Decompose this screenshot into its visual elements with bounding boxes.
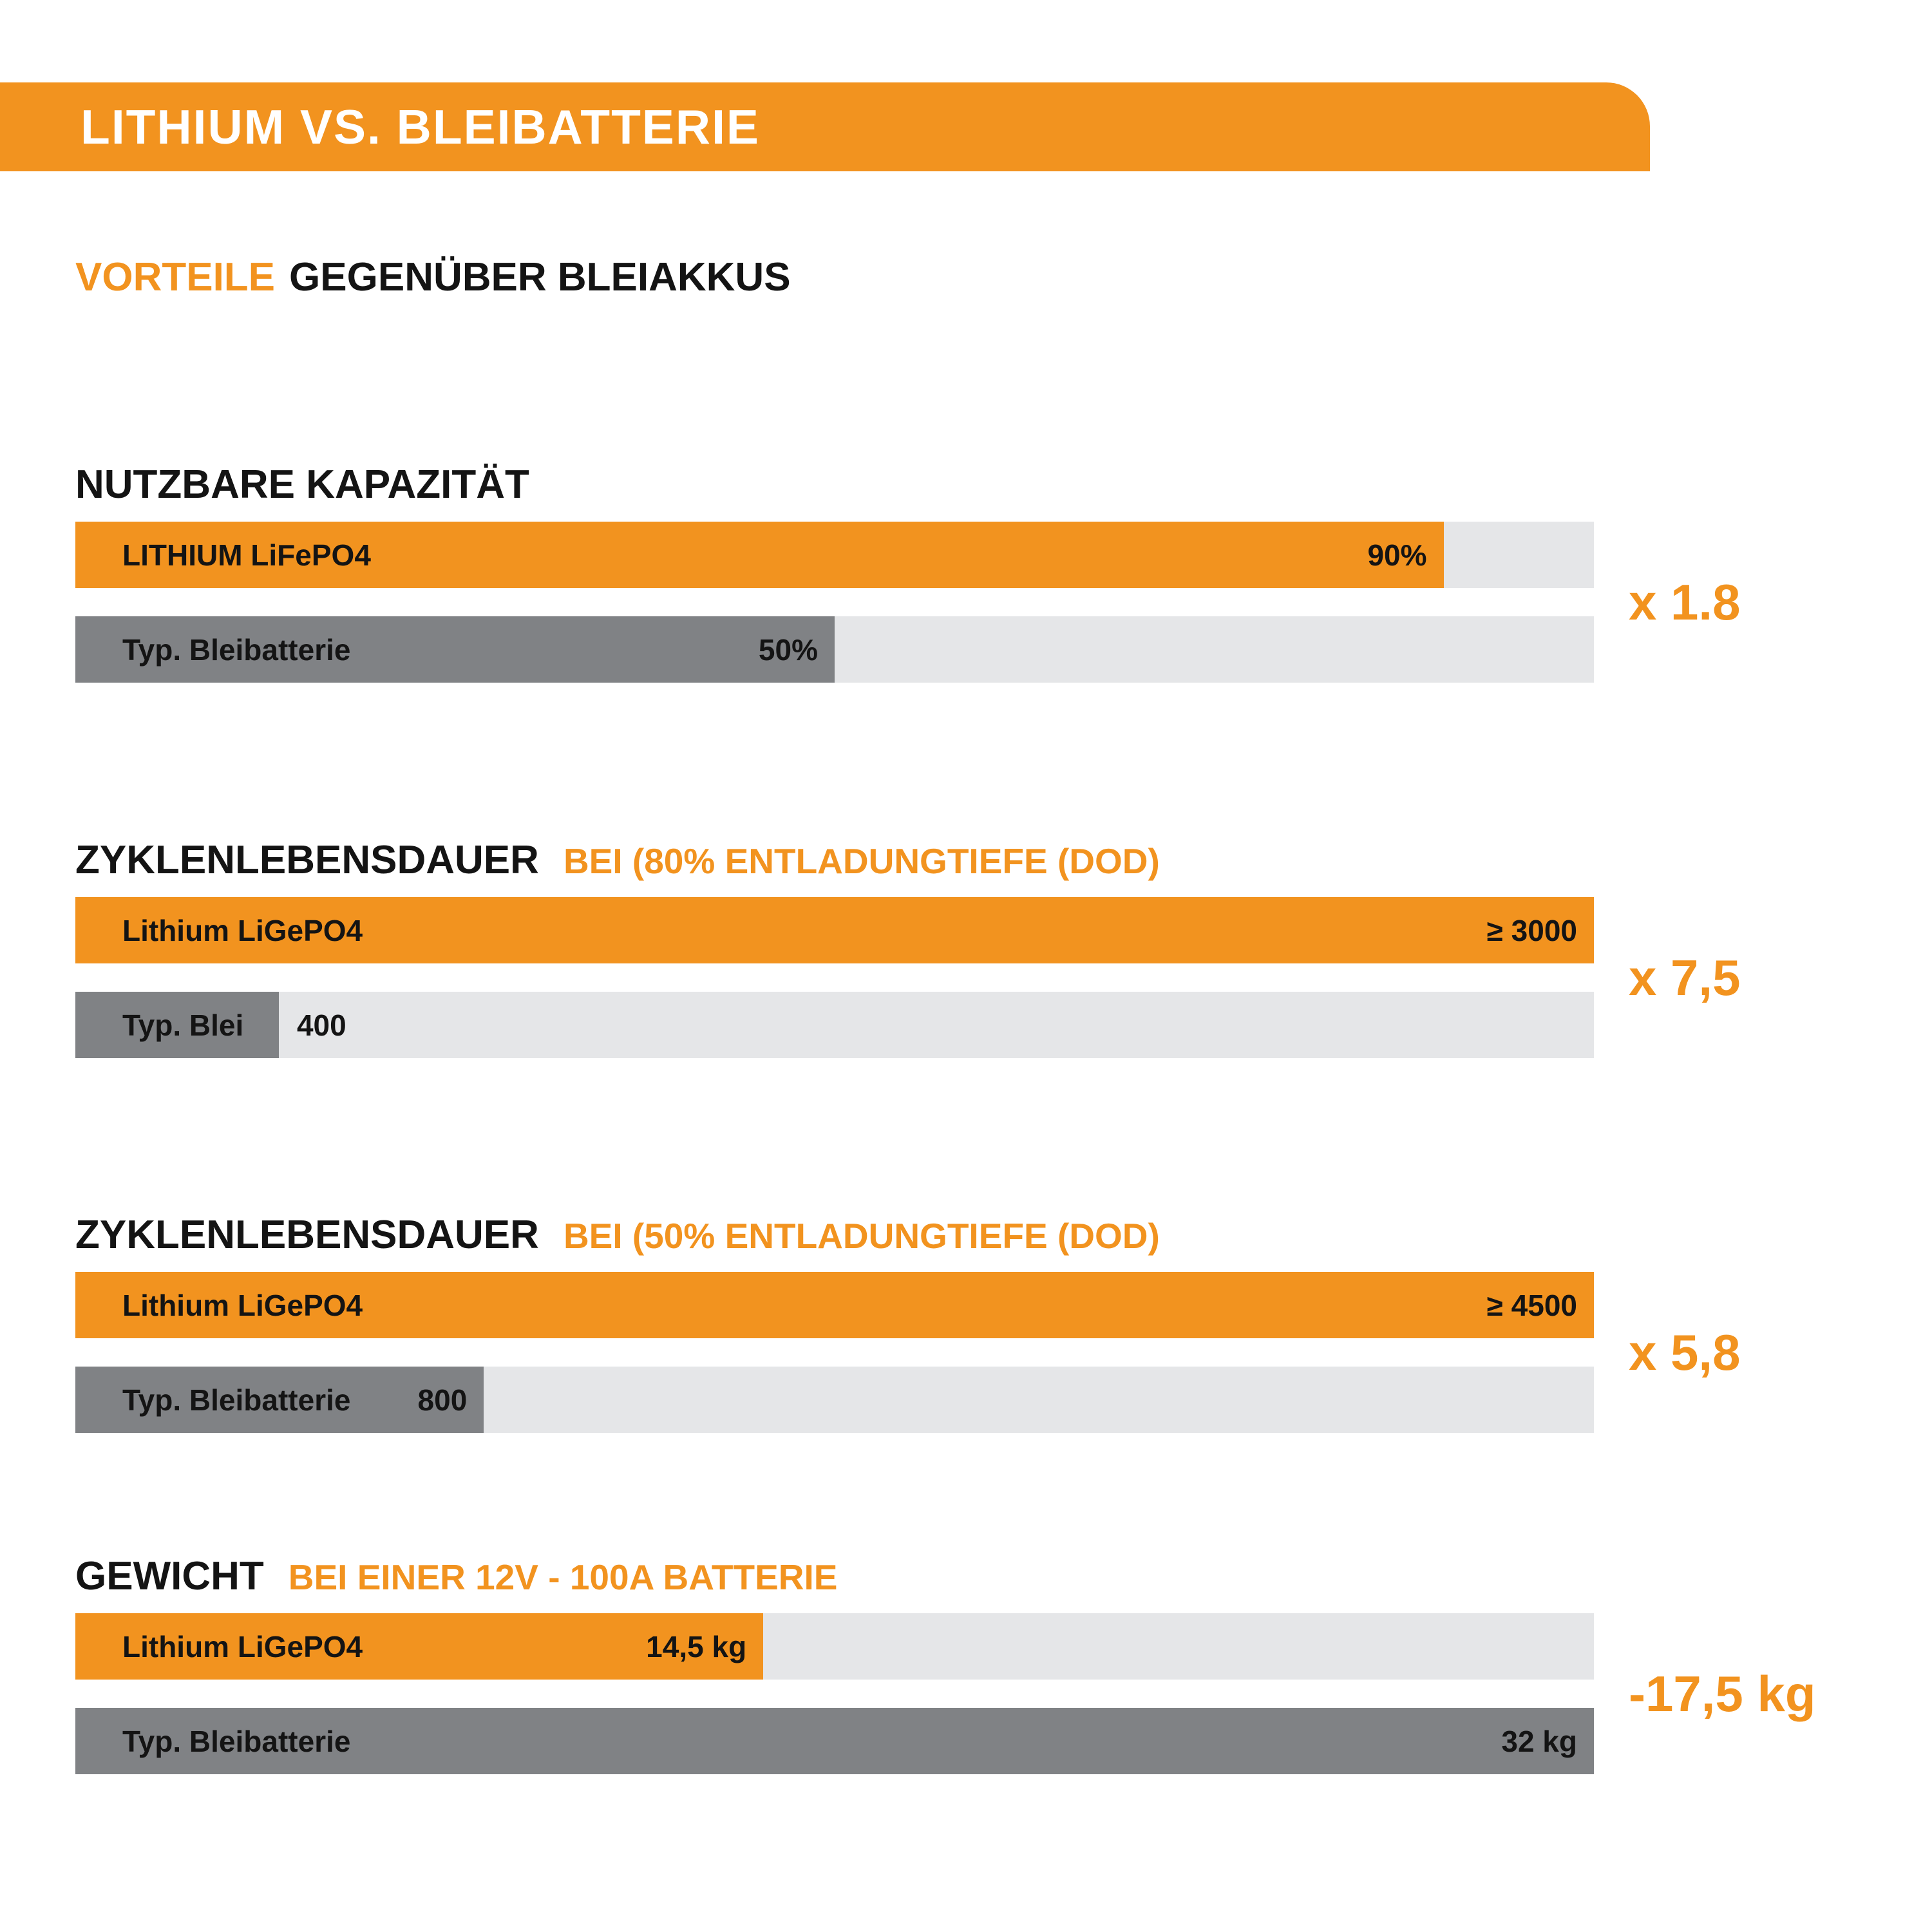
section-cycle-life-80dod: [75, 838, 1932, 1065]
bar-value: ≥ 4500: [1486, 1288, 1577, 1322]
section-subtitle: BEI EINER 12V - 100A BATTERIE: [288, 1557, 838, 1597]
lead-bar-fill: [75, 992, 279, 1058]
section-title: ZYKLENLEBENSDAUER: [75, 1213, 539, 1257]
header-bar: [0, 82, 1650, 171]
bar-value: 90%: [1367, 538, 1427, 572]
subtitle: [75, 255, 791, 299]
subtitle-highlight: VORTEILE: [75, 255, 276, 299]
bar-value: 400: [296, 1008, 346, 1042]
lithium-bar-track: [75, 897, 1594, 963]
lithium-bar-fill: [75, 897, 1594, 963]
bar-label: Lithium LiGePO4: [122, 1629, 363, 1663]
lithium-bar-track: [75, 522, 1594, 588]
bar-label: Typ. Blei: [122, 1008, 244, 1042]
bar-value: 14,5 kg: [646, 1629, 747, 1663]
ratio-label: x 7,5: [1629, 949, 1741, 1006]
lead-bar-track: [75, 992, 1594, 1058]
bar-label: Lithium LiGePO4: [122, 913, 363, 947]
bar-value: 800: [417, 1383, 468, 1417]
lithium-bar-track: [75, 1272, 1594, 1338]
lead-bar-track: [75, 616, 1594, 683]
lithium-bar-track: [75, 1613, 1594, 1680]
bar-label: Typ. Bleibatterie: [122, 1383, 351, 1417]
lithium-bar-fill: [75, 1613, 763, 1680]
bar-value: 32 kg: [1501, 1724, 1577, 1758]
section-title-row: [75, 1215, 1160, 1255]
ratio-label: x 1.8: [1629, 573, 1741, 630]
difference-label: -17,5 kg: [1629, 1665, 1816, 1722]
lead-bar-track: [75, 1367, 1594, 1433]
bar-label: Typ. Bleibatterie: [122, 1724, 351, 1758]
bar-value: 50%: [758, 632, 818, 667]
section-title: NUTZBARE KAPAZITÄT: [75, 462, 529, 507]
section-title-row: [75, 462, 529, 507]
bar-label: Typ. Bleibatterie: [122, 632, 351, 667]
lead-bar-track: [75, 1708, 1594, 1774]
section-weight: [75, 1554, 1932, 1781]
section-subtitle: BEI (80% ENTLADUNGTIEFE (DOD): [563, 841, 1160, 881]
subtitle-text: GEGENÜBER BLEIAKKUS: [289, 255, 791, 299]
section-usable-capacity: [75, 462, 1932, 689]
section-cycle-life-50dod: [75, 1213, 1932, 1439]
bar-label: Lithium LiGePO4: [122, 1288, 363, 1322]
lithium-bar-fill: [75, 522, 1444, 588]
section-subtitle: BEI (50% ENTLADUNGTIEFE (DOD): [563, 1216, 1160, 1256]
lead-bar-fill: [75, 1367, 484, 1433]
lithium-bar-fill: [75, 1272, 1594, 1338]
bar-label: LITHIUM LiFePO4: [122, 538, 371, 572]
lead-bar-fill: [75, 1708, 1594, 1774]
section-title: GEWICHT: [75, 1554, 264, 1598]
bar-value: ≥ 3000: [1486, 913, 1577, 947]
ratio-label: x 5,8: [1629, 1323, 1741, 1381]
section-title-row: [75, 840, 1160, 880]
lead-bar-fill: [75, 616, 835, 683]
section-title-row: [75, 1554, 838, 1598]
page-title: LITHIUM VS. BLEIBATTERIE: [80, 100, 760, 154]
section-title: ZYKLENLEBENSDAUER: [75, 838, 539, 882]
